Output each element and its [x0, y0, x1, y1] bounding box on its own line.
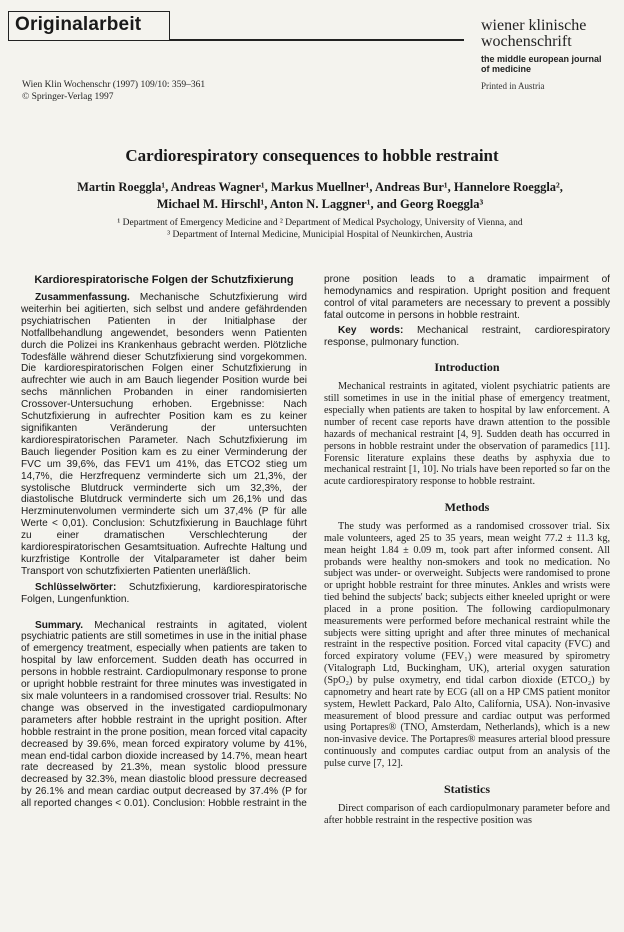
german-summary-label: Zusammenfassung. — [35, 292, 130, 303]
statistics-heading: Statistics — [444, 781, 490, 796]
journal-subtitle-line2: of medicine — [481, 64, 532, 74]
right-column — [324, 274, 610, 826]
german-title: Kardiorespiratorische Folgen der Schutzfixierung — [34, 274, 294, 286]
statistics-text: Direct comparison of each cardiopulmonary parameter before and after hobble restraint in the respective position was — [324, 802, 610, 826]
section-label-box — [8, 11, 170, 41]
english-keywords-text: Mechanical restraint, cardiorespiratory response, pulmonary function. — [324, 324, 610, 348]
introduction-text: Mechanical restraints in agitated, violent psychiatric patients are still sometimes in use in the initial phase of emergency treatment, especially when patients are taken to hospital by law enforcement. A number of recent case reports have drawn attention to the possible hazards of mechanical restraint [4, 9]. Sudden death has occurred in persons in hobble restraint under the observation of paramedics [11]. Forensic literature explains these deaths by asphyxia due to mechanical restraint [1, 10]. No trials have been reported so far on the acute cardiorespiratory response to hobble restraint. — [324, 381, 610, 488]
copyright: © Springer-Verlag 1997 — [22, 92, 114, 102]
article-title: Cardiorespiratory consequences to hobble restraint — [125, 146, 499, 165]
left-column — [21, 274, 307, 810]
methods-heading: Methods — [444, 500, 490, 515]
journal-subtitle-line1: the middle european journal — [481, 54, 602, 64]
citation-block — [22, 79, 205, 103]
journal-name-line1: wiener klinische — [481, 17, 587, 34]
printed-in: Printed in Austria — [481, 81, 545, 91]
citation: Wien Klin Wochenschr (1997) 109/10: 359–361 — [22, 80, 206, 90]
authors-line2: Michael M. Hirschl¹, Anton N. Laggner¹, and Georg Roeggla³ — [156, 197, 484, 211]
author-list — [40, 179, 600, 213]
methods-text: The study was performed as a randomised crossover trial. Six male volunteers, aged 25 to 35 years, mean weight 77.2 ± 11.3 kg, mean height 1.84 ± 0.09 m, took part after informed consent. All probands were healthy non-smokers and took no medication. No subject was under- or overweight. Subjects were randomised to prone or upright hobble restraint for three minutes. Ankles and wrists were tied behind the subjects' back; subjects either kneeled upright or were placed in a prone position. The following cardiopulmonary measurements were performed before mechanical restraint while the subjects were sitting upright and after three minutes of mechanical restraint in the respective position. Forced vital capacity (FVC) and forced expiratory volume (FEV₁) were measured by spirometry (Vitalograph Ltd, Buckingham, UK), arterial oxygen saturation (SpO₂) by pulse oxymetry, end tidal carbon dioxide (ETCO₂) by capnometry and heart rate by ECG (all on a HP CMS patient monitor system, Hewlett Packard, Palo Alto, California, USA). Non-invasive measurement of blood pressure and cardiac output was performed using Portapres® (TNO, Amsterdam, Netherlands), which is a new non-invasive device. The Portapres® measures arterial blood pressure continuously and computes cardiac output from an analysis of the pulse curve [7, 12]. — [324, 521, 610, 769]
english-summary-text-a: Mechanical restraints in agitated, violent psychiatric patients are still sometimes in use in the initial phase of emergency treatment, especially when patients are taken to hospital by law enforcement. Sudden death has occurred in persons in hobble restraint. Cardiopulmonary response to prone or upright hobble restraint for three minutes was investigated in six male volunteers in a randomised crossover trial. Results: No change was observed in the investigated cardiopulmonary parameters after hobble restraint in the upright position. After hobble restraint in the prone position, mean forced vital capacity decreased by 39.6%, mean forced expiratory volume by 41%, mean end-tidal carbon dioxide increased by 14.7%, mean heart rate decreased by 21.3%, mean systolic blood pressure decreased by 32.3%, mean diastolic blood pressure decreased by 26.1% and mean cardiac output decreased by 37.4% (P for all reported changes < 0.01). Conclusion: Hobble restraint in the — [21, 619, 307, 810]
english-summary-part1 — [21, 620, 307, 811]
affiliations — [40, 217, 600, 241]
authors-line1: Martin Roeggla¹, Andreas Wagner¹, Markus Muellner¹, Andreas Bur¹, Hannelore Roeggla², — [77, 180, 563, 194]
header-rule — [170, 39, 464, 41]
german-summary — [21, 292, 307, 578]
german-summary-text: Mechanische Schutzfixierung wird weiterhin bei agitierten, sich selbst und andere gefährdenden psychiatrischen Patienten in der Initialphase der Notfallbehandlung angewendet, besonders wenn Patienten durch die Polizei ins Krankenhaus gebracht werden. Plötzliche Todesfälle während dieser Schutzfixierung sind vorgekommen. Die kardiorespiratorischen Folgen einer Schutzfixierung in aufrechter wie auch in am Bauch liegender Position wurde bei sechs männlichen Probanden in einer randomisierten Crossover-Untersuchung erhoben. Ergebnisse: Nach Schutzfixierung in aufrechter Position kam es zu keiner signifikanten Veränderung der untersuchten kardiorespiratorischen Parameter. Nach Schutzfixierung im Bauch liegender Position kam es zu einer Verminderung der FVC um 39,6%, das FEV1 um 41%, das ETCO2 stieg um 14,7%, die Herzfrequenz verminderte sich um 21,3%, der systolische Blutdruck verminderte sich um 32,3%, der diastolische Blutdruck verminderte sich um 26,1% und das Herzminutenvolumen verminderte sich um 37,4% (P für alle Werte < 0,01). Conclusion: Schutzfixierung in Bauchlage führt zu einer dramatischen Verschlechterung der kardiorespiratorischen Gesamtsituation. Aufrechte Haltung und kurzfristige Kontrolle der Vitalparameter ist daher beim Transport von schutzfixierten Patienten unerläßlich. — [21, 292, 307, 577]
german-keywords-text: Schutzfixierung, kardiorespiratorische Folgen, Lungenfunktion. — [21, 581, 307, 605]
english-summary-part2 — [324, 274, 610, 322]
english-keywords — [324, 325, 610, 349]
journal-name-line2: wochenschrift — [481, 33, 572, 50]
affiliation-line1: ¹ Department of Emergency Medicine and ² Department of Medical Psychology, University of Vienna, and — [117, 218, 523, 228]
english-summary-text-b: prone position leads to a dramatic impairment of hemodynamics and respiration. Upright position and frequent control of vital parameters are necessary to prevent a possibly fatal outcome in persons in hobble restraint. — [324, 274, 610, 321]
section-label: Originalarbeit — [15, 14, 142, 35]
english-keywords-label: Key words: — [338, 324, 404, 336]
german-keywords-label: Schlüsselwörter: — [35, 581, 117, 593]
introduction-heading: Introduction — [434, 360, 500, 375]
german-keywords — [21, 582, 307, 606]
journal-masthead — [481, 18, 621, 91]
english-summary-label: Summary. — [35, 619, 84, 631]
affiliation-line2: ³ Department of Internal Medicine, Municipial Hospital of Neunkirchen, Austria — [167, 230, 473, 240]
